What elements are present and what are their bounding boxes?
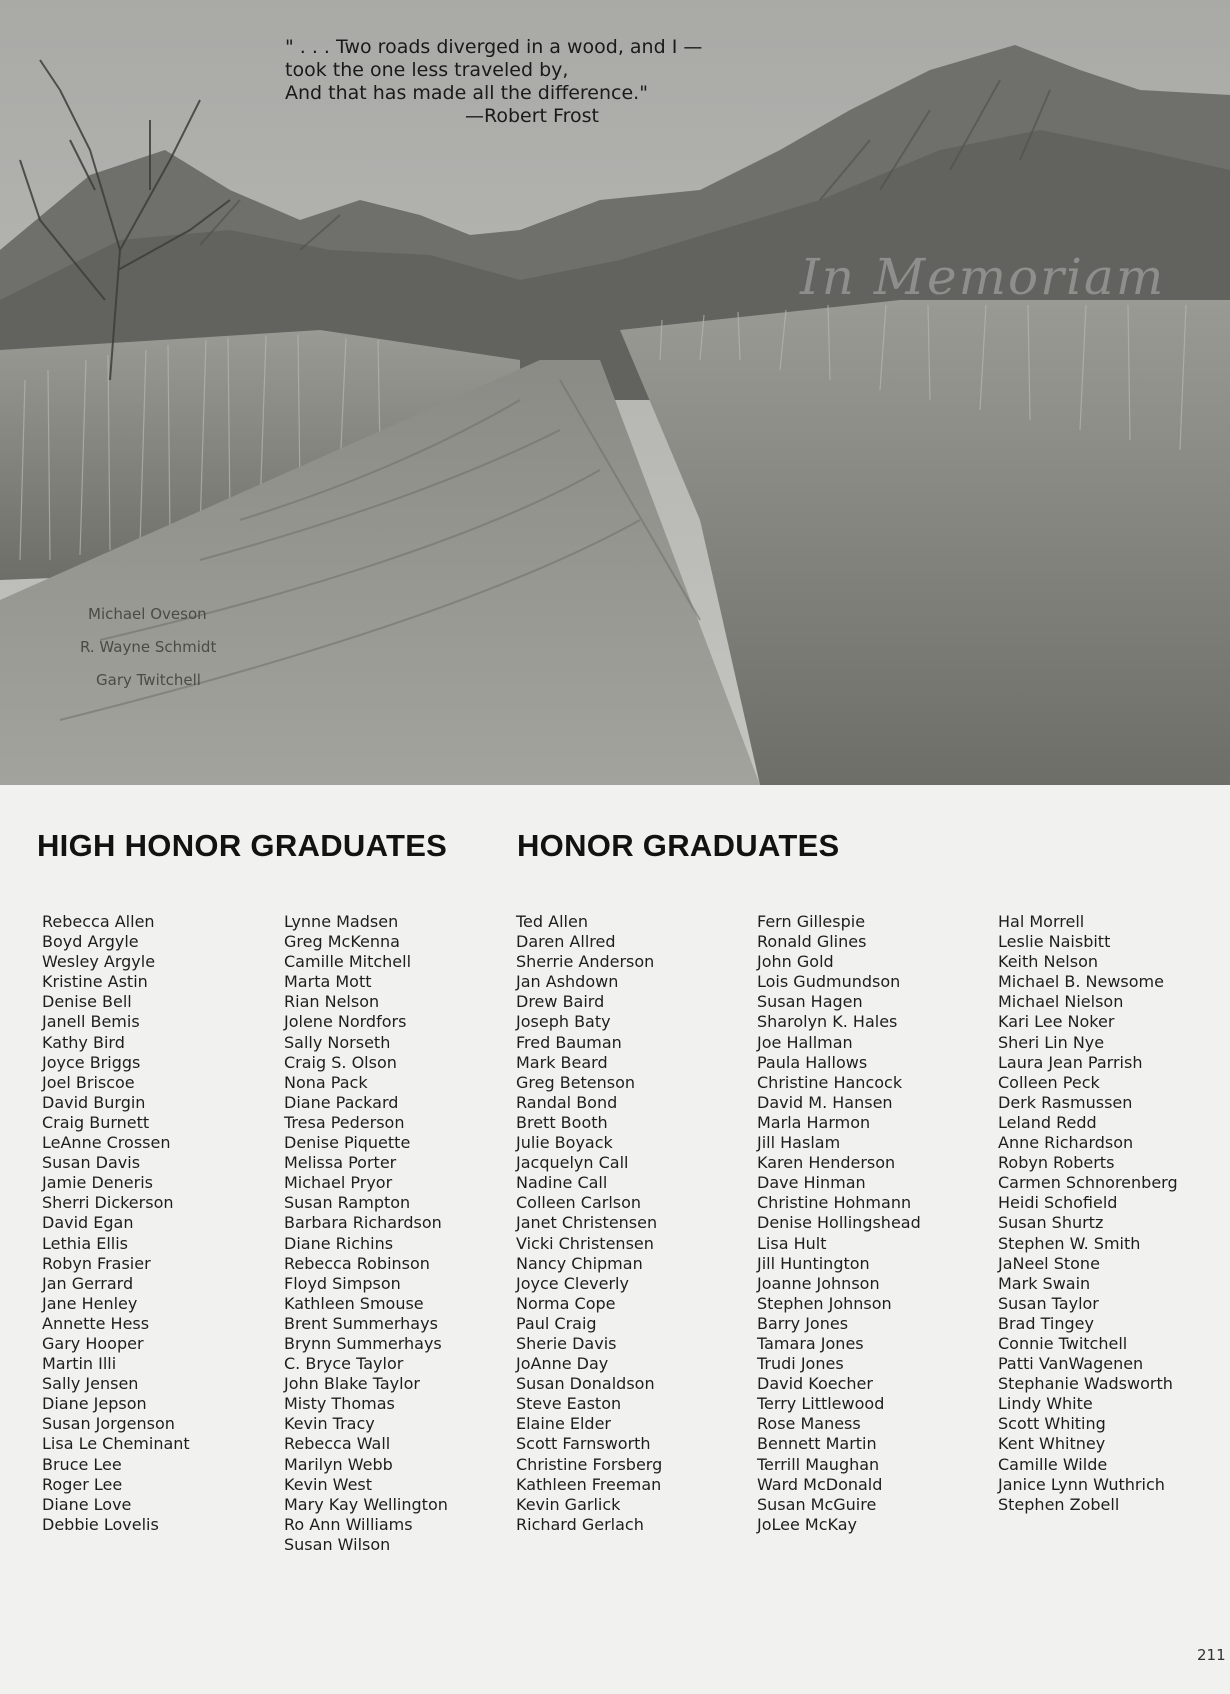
quote-attribution: —Robert Frost (465, 105, 599, 127)
graduate-name: Wesley Argyle (42, 952, 156, 972)
honor-column-2 (757, 912, 921, 1535)
graduate-name: Sally Jensen (42, 1374, 139, 1394)
graduate-name: Jolene Nordfors (284, 1012, 407, 1032)
graduate-name: Ted Allen (516, 912, 588, 931)
graduate-name: Sherie Davis (516, 1333, 617, 1353)
graduate-name: Mary Kay Wellington (284, 1494, 448, 1514)
graduate-name: David Egan (42, 1213, 134, 1233)
graduate-name: Stephen Zobell (998, 1494, 1120, 1514)
graduate-name: JoAnne Day (516, 1354, 609, 1374)
graduate-name: Susan McGuire (757, 1494, 877, 1514)
graduate-name: Lindy White (998, 1394, 1093, 1414)
graduate-name: Fern Gillespie (757, 912, 866, 931)
graduate-name: Gary Hooper (42, 1333, 144, 1353)
graduate-name: Sharolyn K. Hales (757, 1012, 898, 1032)
graduate-name: Ronald Glines (757, 932, 867, 952)
graduate-name: Norma Cope (516, 1293, 616, 1313)
memorial-name: Michael Oveson (88, 605, 207, 623)
graduate-name: Susan Hagen (757, 992, 863, 1012)
graduate-name: Annette Hess (42, 1313, 150, 1333)
graduate-name: Christine Hancock (757, 1072, 903, 1092)
graduate-name: Craig Burnett (42, 1112, 150, 1132)
graduate-name: Christine Hohmann (757, 1193, 912, 1213)
graduate-name: LeAnne Crossen (42, 1133, 171, 1153)
graduate-name: Martin Illi (42, 1354, 117, 1374)
graduate-name: Kathleen Freeman (516, 1474, 662, 1494)
graduate-name: Paula Hallows (757, 1052, 868, 1072)
graduate-name: Roger Lee (42, 1474, 123, 1494)
graduate-name: Susan Rampton (284, 1193, 411, 1213)
graduate-name: Janet Christensen (516, 1213, 658, 1233)
graduate-name: Sherri Dickerson (42, 1193, 174, 1213)
graduate-name: Susan Shurtz (998, 1213, 1104, 1233)
graduate-name: Janice Lynn Wuthrich (998, 1474, 1165, 1494)
graduate-name: Sally Norseth (284, 1032, 391, 1052)
graduate-name: Misty Thomas (284, 1394, 395, 1414)
graduate-name: Marla Harmon (757, 1112, 871, 1132)
graduate-name: Paul Craig (516, 1313, 597, 1333)
frost-quote (285, 36, 805, 128)
honor-heading: HONOR GRADUATES (517, 828, 840, 863)
graduate-name: Lisa Le Cheminant (42, 1434, 190, 1454)
graduate-name: Boyd Argyle (42, 932, 139, 952)
graduate-name: Rose Maness (757, 1414, 861, 1434)
graduate-name: Denise Piquette (284, 1133, 411, 1153)
graduate-name: Terry Littlewood (757, 1394, 885, 1414)
graduate-name: Trudi Jones (757, 1354, 844, 1374)
graduate-name: Daren Allred (516, 932, 616, 952)
graduate-name: Barbara Richardson (284, 1213, 442, 1233)
graduate-name: Leslie Naisbitt (998, 932, 1111, 952)
graduate-name: Rebecca Allen (42, 912, 155, 931)
graduate-name: Christine Forsberg (516, 1454, 663, 1474)
graduate-name: Robyn Roberts (998, 1153, 1115, 1173)
high-honor-column-2 (284, 912, 448, 1555)
graduate-name: Ro Ann Williams (284, 1514, 413, 1534)
graduate-name: Diane Packard (284, 1092, 399, 1112)
high-honor-column-1 (42, 912, 190, 1535)
graduate-name: Keith Nelson (998, 952, 1099, 972)
graduate-name: Susan Taylor (998, 1293, 1099, 1313)
graduate-name: Kevin Tracy (284, 1414, 375, 1434)
graduate-name: Jan Gerrard (42, 1273, 134, 1293)
graduate-name: Kevin Garlick (516, 1494, 621, 1514)
graduate-name: Susan Jorgenson (42, 1414, 175, 1434)
graduate-name: Marilyn Webb (284, 1454, 393, 1474)
graduate-name: Rian Nelson (284, 992, 380, 1012)
graduate-name: Tamara Jones (757, 1333, 864, 1353)
graduate-name: Michael Nielson (998, 992, 1124, 1012)
graduate-name: Jill Huntington (757, 1253, 870, 1273)
graduate-name: Greg Betenson (516, 1072, 636, 1092)
graduate-name: Lisa Hult (757, 1233, 827, 1253)
graduate-name: Mark Beard (516, 1052, 608, 1072)
graduate-name: Lois Gudmundson (757, 972, 901, 992)
graduate-name: Denise Hollingshead (757, 1213, 921, 1233)
graduate-name: Jamie Deneris (42, 1173, 153, 1193)
graduate-name: Nancy Chipman (516, 1253, 643, 1273)
graduate-name: Hal Morrell (998, 912, 1085, 931)
in-memoriam-title: In Memoriam (800, 248, 1166, 306)
graduate-name: Terrill Maughan (757, 1454, 880, 1474)
graduate-name: Diane Richins (284, 1233, 394, 1253)
graduate-name: David Koecher (757, 1374, 873, 1394)
graduate-name: Brynn Summerhays (284, 1333, 442, 1353)
graduate-name: Michael B. Newsome (998, 972, 1164, 992)
graduate-name: Julie Boyack (516, 1133, 613, 1153)
graduate-name: Colleen Peck (998, 1072, 1100, 1092)
graduate-name: David M. Hansen (757, 1092, 893, 1112)
quote-line: " . . . Two roads diverged in a wood, and I — (285, 36, 703, 58)
graduate-name: Heidi Schofield (998, 1193, 1118, 1213)
graduate-name: Stephen W. Smith (998, 1233, 1141, 1253)
graduate-name: John Blake Taylor (284, 1374, 420, 1394)
graduate-name: John Gold (757, 952, 834, 972)
graduate-name: Rebecca Robinson (284, 1253, 430, 1273)
graduate-name: Laura Jean Parrish (998, 1052, 1143, 1072)
graduate-name: Steve Easton (516, 1394, 622, 1414)
graduate-name: Michael Pryor (284, 1173, 393, 1193)
quote-line: And that has made all the difference." (285, 82, 648, 104)
graduate-name: Brett Booth (516, 1112, 608, 1132)
honor-column-1 (516, 912, 662, 1535)
graduate-name: Tresa Pederson (284, 1112, 405, 1132)
graduate-name: Debbie Lovelis (42, 1514, 159, 1534)
graduate-name: Karen Henderson (757, 1153, 896, 1173)
graduate-name: Scott Farnsworth (516, 1434, 651, 1454)
graduate-name: Marta Mott (284, 972, 372, 992)
graduate-name: Carmen Schnorenberg (998, 1173, 1178, 1193)
graduate-name: Ward McDonald (757, 1474, 883, 1494)
graduate-name: Brent Summerhays (284, 1313, 438, 1333)
graduate-name: Joseph Baty (516, 1012, 611, 1032)
graduate-name: Nadine Call (516, 1173, 608, 1193)
graduate-name: Susan Davis (42, 1153, 141, 1173)
graduate-name: Susan Wilson (284, 1534, 391, 1554)
graduate-name: Jan Ashdown (516, 972, 619, 992)
graduate-name: Kari Lee Noker (998, 1012, 1115, 1032)
memorial-names (0, 598, 260, 697)
graduate-name: Kristine Astin (42, 972, 148, 992)
graduate-name: Joyce Briggs (42, 1052, 141, 1072)
page-number: 211 (1197, 1646, 1226, 1664)
graduate-name: Janell Bemis (42, 1012, 140, 1032)
graduate-name: Vicki Christensen (516, 1233, 654, 1253)
quote-line: took the one less traveled by, (285, 59, 569, 81)
graduate-name: Richard Gerlach (516, 1514, 644, 1534)
graduate-name: Nona Pack (284, 1072, 368, 1092)
graduate-name: Camille Mitchell (284, 952, 412, 972)
graduate-name: Camille Wilde (998, 1454, 1108, 1474)
graduate-name: Stephen Johnson (757, 1293, 892, 1313)
graduate-name: Scott Whiting (998, 1414, 1106, 1434)
graduate-name: Craig S. Olson (284, 1052, 397, 1072)
graduate-name: Elaine Elder (516, 1414, 612, 1434)
graduate-name: Greg McKenna (284, 932, 400, 952)
graduate-name: Floyd Simpson (284, 1273, 401, 1293)
graduate-name: Drew Baird (516, 992, 605, 1012)
memorial-name: R. Wayne Schmidt (80, 638, 217, 656)
graduate-name: Sheri Lin Nye (998, 1032, 1105, 1052)
graduate-name: Derk Rasmussen (998, 1092, 1133, 1112)
graduate-name: Jacquelyn Call (516, 1153, 629, 1173)
graduate-name: Denise Bell (42, 992, 132, 1012)
graduate-name: Bruce Lee (42, 1454, 122, 1474)
graduate-name: Fred Bauman (516, 1032, 622, 1052)
graduate-name: Rebecca Wall (284, 1434, 391, 1454)
graduate-name: Brad Tingey (998, 1313, 1094, 1333)
graduate-name: Jane Henley (42, 1293, 138, 1313)
graduate-name: Connie Twitchell (998, 1333, 1128, 1353)
memorial-name: Gary Twitchell (96, 671, 201, 689)
graduate-name: Joyce Cleverly (516, 1273, 629, 1293)
graduate-name: Anne Richardson (998, 1133, 1134, 1153)
graduate-name: Stephanie Wadsworth (998, 1374, 1173, 1394)
graduate-name: C. Bryce Taylor (284, 1354, 404, 1374)
graduate-name: Kevin West (284, 1474, 373, 1494)
graduate-name: Kathleen Smouse (284, 1293, 424, 1313)
graduate-name: Jill Haslam (757, 1133, 841, 1153)
graduate-name: Colleen Carlson (516, 1193, 642, 1213)
graduate-name: Melissa Porter (284, 1153, 397, 1173)
graduate-name: Bennett Martin (757, 1434, 877, 1454)
graduate-name: Susan Donaldson (516, 1374, 655, 1394)
graduate-name: Randal Bond (516, 1092, 618, 1112)
graduate-name: Kathy Bird (42, 1032, 125, 1052)
graduate-name: Barry Jones (757, 1313, 849, 1333)
graduate-name: Joanne Johnson (757, 1273, 880, 1293)
graduate-name: Mark Swain (998, 1273, 1091, 1293)
graduate-name: Diane Jepson (42, 1394, 147, 1414)
graduate-name: Lynne Madsen (284, 912, 399, 931)
graduate-name: Diane Love (42, 1494, 132, 1514)
graduate-name: Leland Redd (998, 1112, 1097, 1132)
graduate-name: David Burgin (42, 1092, 146, 1112)
graduate-name: Kent Whitney (998, 1434, 1106, 1454)
graduate-name: Joe Hallman (757, 1032, 853, 1052)
graduate-name: Dave Hinman (757, 1173, 866, 1193)
graduate-name: Lethia Ellis (42, 1233, 129, 1253)
graduate-name: Joel Briscoe (42, 1072, 135, 1092)
honor-column-3 (998, 912, 1178, 1515)
high-honor-heading: HIGH HONOR GRADUATES (37, 828, 448, 863)
graduate-name: Patti VanWagenen (998, 1354, 1144, 1374)
memorial-photo (0, 0, 1230, 785)
graduate-name: Sherrie Anderson (516, 952, 655, 972)
graduate-name: Robyn Frasier (42, 1253, 151, 1273)
graduate-name: JoLee McKay (757, 1514, 857, 1534)
graduate-name: JaNeel Stone (998, 1253, 1100, 1273)
